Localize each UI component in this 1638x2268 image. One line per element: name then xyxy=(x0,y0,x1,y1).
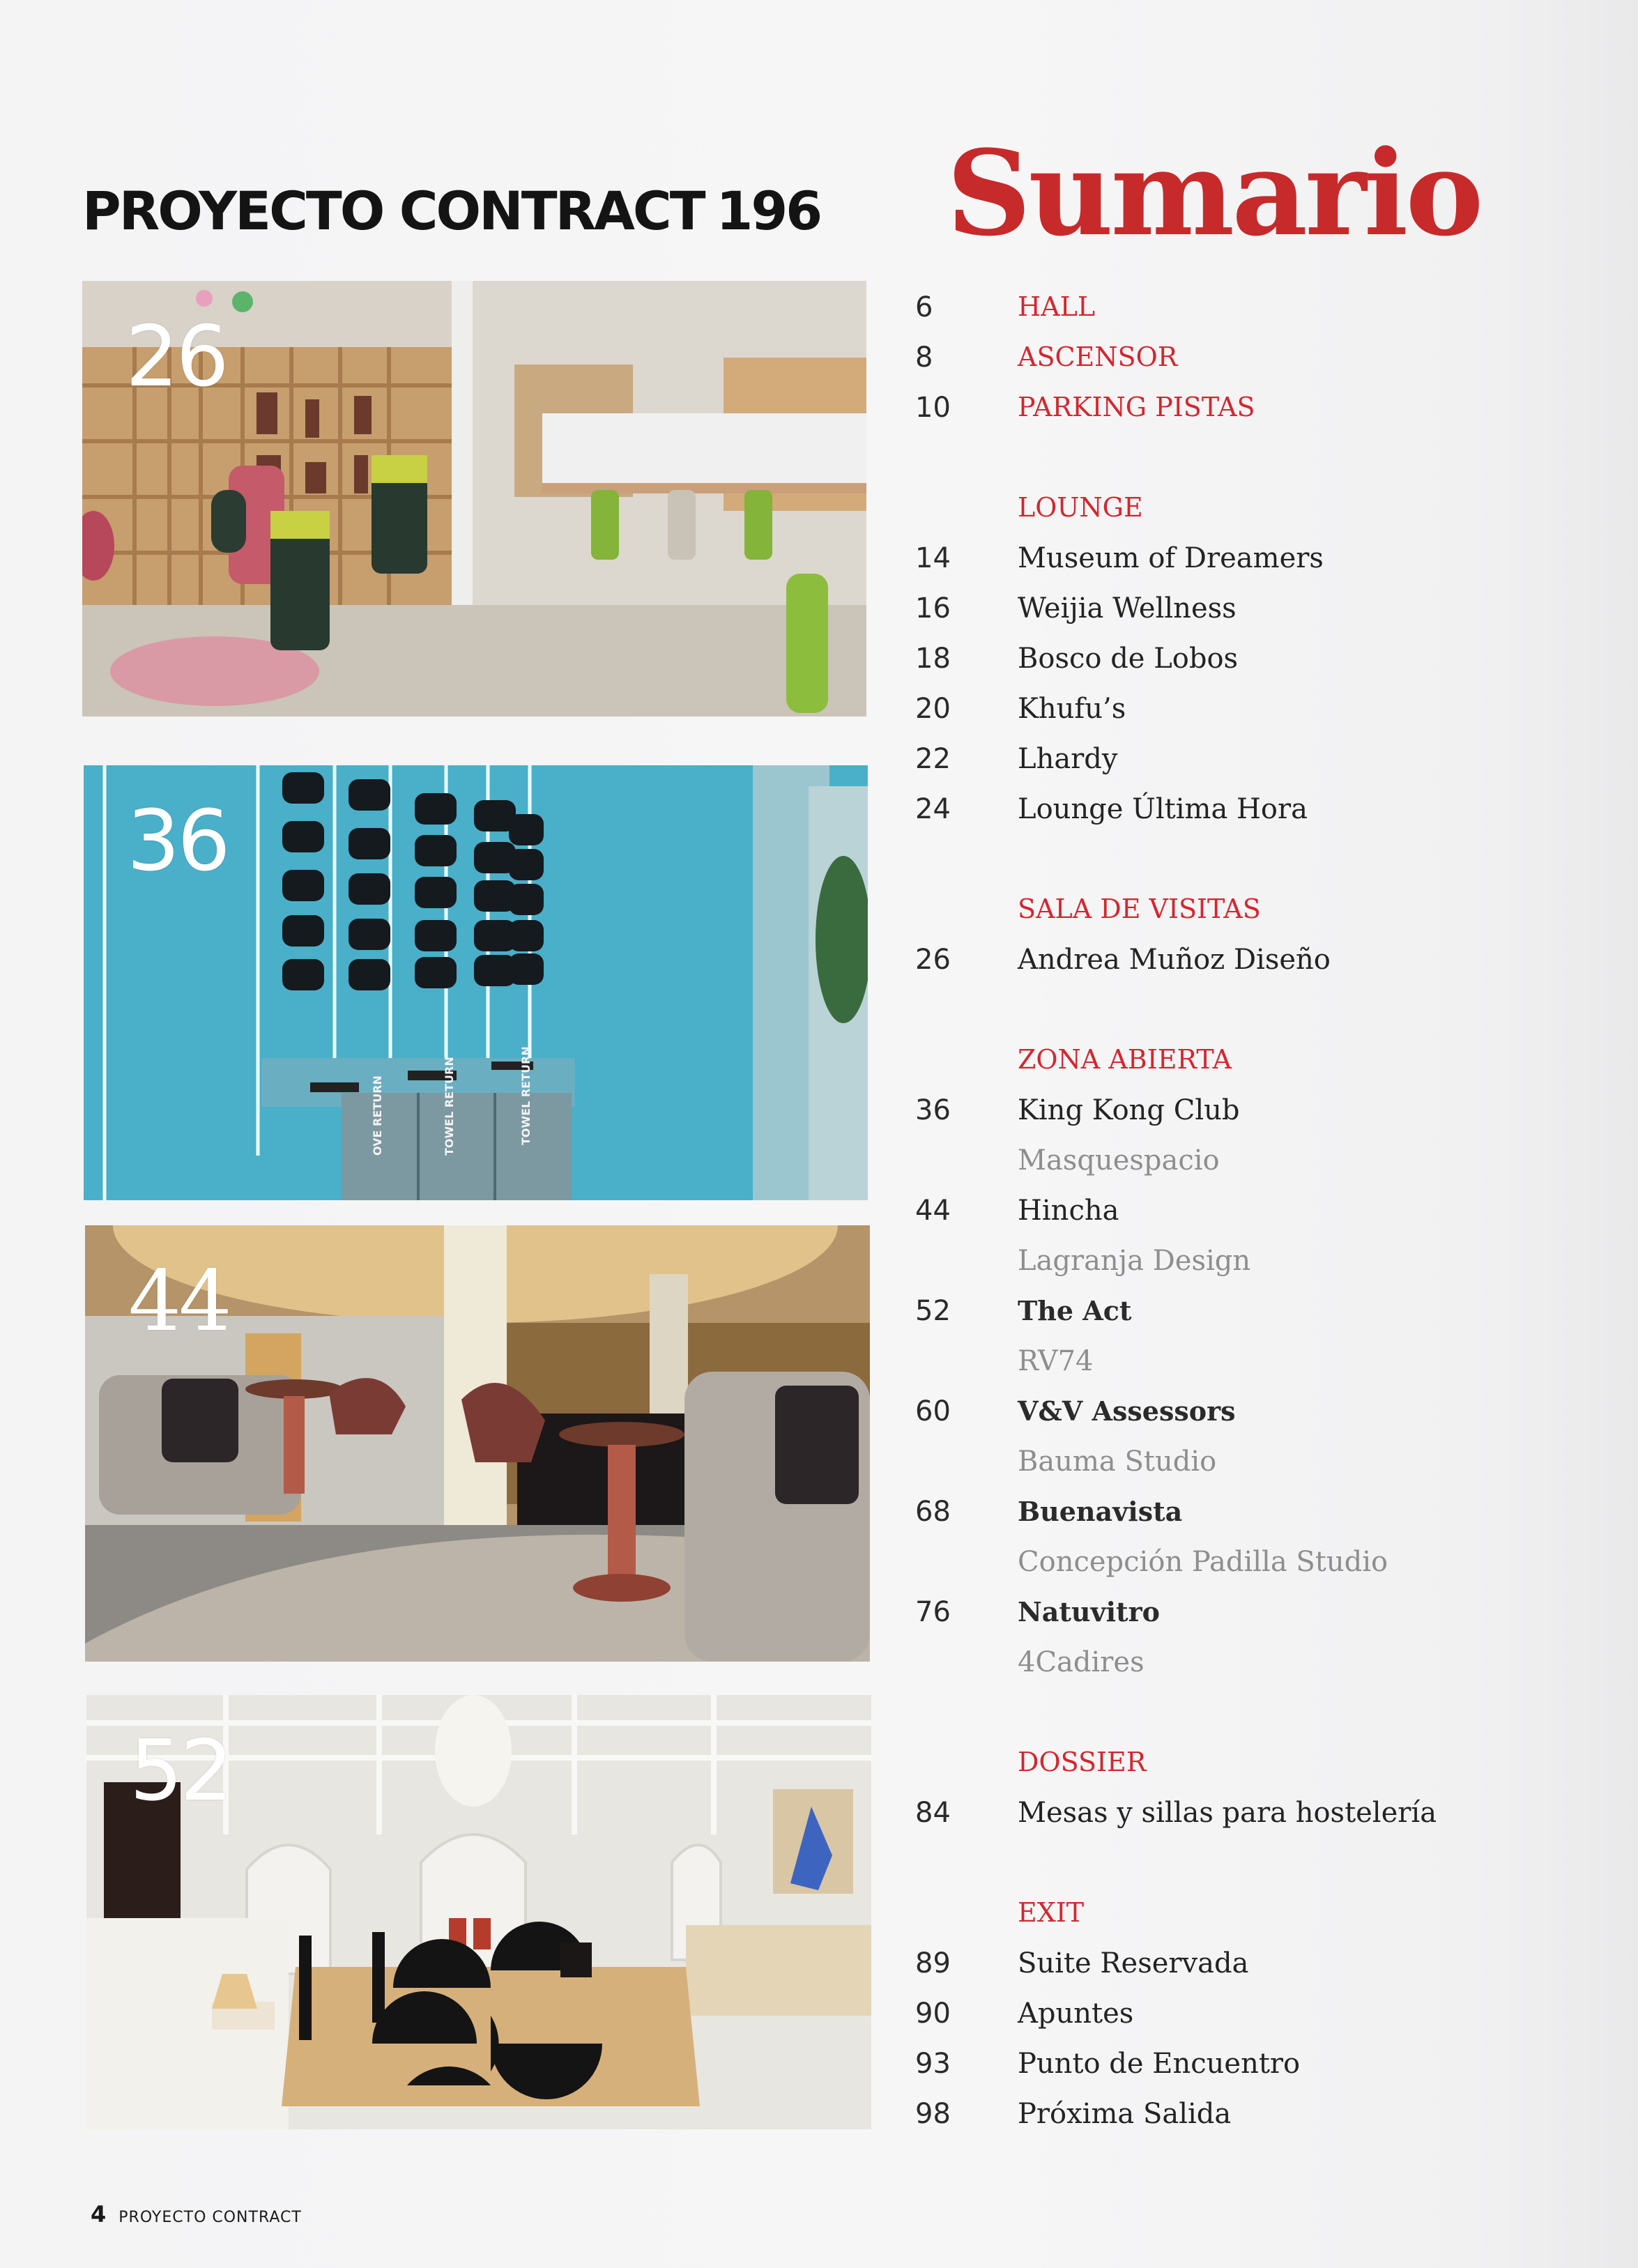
toc-title: Andrea Muñoz Diseño xyxy=(1018,944,1331,976)
toc-title: ZONA ABIERTA xyxy=(1018,1044,1232,1075)
toc-title: RV74 xyxy=(1018,1345,1094,1377)
toc-title: PARKING PISTAS xyxy=(1018,392,1255,422)
toc-page-number: 90 xyxy=(915,1998,951,2030)
toc-page-number: 36 xyxy=(915,1094,951,1126)
folio-label: PROYECTO CONTRACT xyxy=(118,2209,302,2226)
photo-page-number: 44 xyxy=(128,1253,229,1350)
toc-title: Hincha xyxy=(1018,1195,1119,1227)
photo-page-number: 26 xyxy=(125,309,227,406)
toc-page-number: 76 xyxy=(915,1596,951,1628)
toc-page-number: 16 xyxy=(915,592,951,625)
towel-return-label: TOWEL RETURN xyxy=(443,1057,456,1156)
toc-page-number: 89 xyxy=(915,1947,951,1979)
towel-return-label: TOWEL RETURN xyxy=(519,1046,533,1145)
toc-title: Museum of Dreamers xyxy=(1018,542,1324,574)
toc-page-number: 14 xyxy=(915,542,951,574)
toc-title: Natuvitro xyxy=(1018,1596,1160,1627)
photo-glove-wall[interactable] xyxy=(84,765,868,1200)
toc-title: SALA DE VISITAS xyxy=(1018,894,1261,924)
toc-title: EXIT xyxy=(1018,1897,1085,1928)
toc-title: V&V Assessors xyxy=(1018,1395,1236,1427)
toc-page-number: 60 xyxy=(915,1395,951,1427)
toc-page-number: 44 xyxy=(915,1195,951,1227)
toc-title: Lagranja Design xyxy=(1018,1245,1251,1277)
page-footer xyxy=(91,2201,302,2228)
toc-title: Mesas y sillas para hostelería xyxy=(1018,1797,1437,1829)
toc-page-number: 68 xyxy=(915,1496,951,1528)
toc-title: 4Cadires xyxy=(1018,1646,1145,1678)
toc-title: Concepción Padilla Studio xyxy=(1018,1546,1388,1578)
issue-number: 196 xyxy=(716,180,821,242)
toc-page-number: 93 xyxy=(915,2048,951,2080)
masthead xyxy=(82,180,820,242)
toc-page-number: 10 xyxy=(915,392,951,424)
toc-title: HALL xyxy=(1018,291,1096,322)
photo-restaurant[interactable] xyxy=(85,1225,870,1662)
toc-page-number: 84 xyxy=(915,1797,951,1829)
toc-title: Lounge Última Hora xyxy=(1018,793,1308,825)
toc-title: The Act xyxy=(1018,1295,1132,1326)
photo-library-lounge[interactable] xyxy=(82,281,866,717)
photo-page-number: 36 xyxy=(127,793,228,890)
toc-title: Próxima Salida xyxy=(1018,2098,1232,2130)
toc-title: King Kong Club xyxy=(1018,1094,1240,1126)
toc-title: Buenavista xyxy=(1018,1496,1183,1527)
toc-title: Punto de Encuentro xyxy=(1018,2048,1301,2080)
toc-title: DOSSIER xyxy=(1018,1747,1147,1777)
toc-page-number: 52 xyxy=(915,1295,951,1327)
toc-page-number: 6 xyxy=(915,291,933,323)
toc-title: Apuntes xyxy=(1018,1998,1134,2030)
toc-title: Suite Reservada xyxy=(1018,1947,1249,1979)
toc-title: LOUNGE xyxy=(1018,492,1143,523)
toc-page-number: 18 xyxy=(915,643,951,675)
toc-title: Bosco de Lobos xyxy=(1018,643,1239,675)
toc-title: Masquespacio xyxy=(1018,1144,1220,1177)
toc-title: Khufu’s xyxy=(1018,693,1126,725)
toc-page-number: 22 xyxy=(915,743,951,775)
magazine-title: PROYECTO CONTRACT xyxy=(82,180,704,242)
toc-title: Weijia Wellness xyxy=(1018,592,1237,625)
toc-page-number: 20 xyxy=(915,693,951,725)
toc-title: Bauma Studio xyxy=(1018,1446,1217,1478)
toc-page-number: 26 xyxy=(915,944,951,976)
page-title: Sumario xyxy=(947,124,1481,262)
folio-number: 4 xyxy=(91,2201,107,2228)
photo-white-loft[interactable] xyxy=(86,1695,871,2129)
toc-page-number: 8 xyxy=(915,342,933,374)
glove-return-label: OVE RETURN xyxy=(371,1075,384,1156)
toc-title: ASCENSOR xyxy=(1018,342,1178,372)
toc-page-number: 98 xyxy=(915,2098,951,2130)
toc-title: Lhardy xyxy=(1018,743,1118,775)
photo-page-number: 52 xyxy=(130,1723,231,1820)
toc-page-number: 24 xyxy=(915,793,951,825)
